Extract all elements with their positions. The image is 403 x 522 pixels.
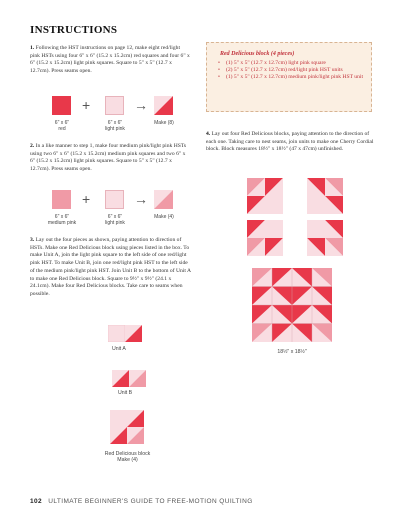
page-footer <box>30 498 253 505</box>
page-heading: INSTRUCTIONS <box>30 24 118 36</box>
red-square-swatch <box>52 96 71 115</box>
red-delicious-caption: Red Delicious block Make (4) <box>104 451 151 463</box>
caption-make-8: Make (8) <box>154 120 174 126</box>
arrow-icon: → <box>134 191 148 207</box>
step-1-number: 1. <box>30 45 35 51</box>
step-4-paragraph <box>206 131 374 154</box>
unit-a-diagram <box>108 325 142 342</box>
box-list <box>218 60 372 82</box>
box-item: • (1) 5" x 5" (12.7 x 12.7cm) light pink square <box>226 60 372 67</box>
cherry-cordial-size-caption: 18½" x 18½" <box>277 349 307 355</box>
cherry-cordial-block-diagram <box>252 268 332 342</box>
hst-red-light-pink-swatch <box>154 96 173 115</box>
book-title: ULTIMATE BEGINNER'S GUIDE TO FREE-MOTION QUILTING <box>48 498 253 505</box>
step-2-number: 2. <box>30 143 35 149</box>
caption-light-pink-square: 6" x 6" light pink <box>105 214 125 226</box>
red-delicious-block-diagram <box>110 410 144 444</box>
hst-medium-pink-light-pink-swatch <box>154 190 173 209</box>
step-3-number: 3. <box>30 237 35 243</box>
step-1-paragraph <box>30 45 190 76</box>
step-4-text: Lay out four Red Delicious blocks, paying attention to the direction of each one. Taking care to nest seams, join units to make one Cherry Cordial block. Block measures 18½" x 18½" (47 x 47cm) unfinished. <box>206 131 374 153</box>
unit-b-label: Unit B <box>118 390 133 396</box>
caption-red-square: 6" x 6" red <box>54 120 70 132</box>
caption-light-pink-square: 6" x 6" light pink <box>105 120 125 132</box>
step-3-text: Lay out the four pieces as shown, paying attention to direction of HSTs. Make one Red Delicious block using pieces listed in the box. To make Unit A, join the light pink square to the left side of one red/light pink HST. To make Unit B, join one red/light pink HST to the left side of the medium pink/light pink HST. Join Unit B to the bottom of Unit A to make one Red Delicious block. Square to 9½" x 9½" (24.1 x 24.1cm). Make four Red Delicious blocks. Take care to seams when possible. <box>30 237 191 297</box>
page-number: 102 <box>30 498 43 505</box>
cherry-cordial-exploded-diagram <box>247 178 343 256</box>
box-item: • (1) 5" x 5" (12.7 x 12.7cm) medium pink/light pink HST unit <box>226 74 372 81</box>
caption-medium-pink-square: 6" x 6" medium pink <box>47 214 77 226</box>
step-2-text: In a like manner to step 1, make four medium pink/light pink HSTs using two 6" x 6" (15.2 x 15.2cm) medium pink squares and two 6" x 6" (15.2 x 15.2cm) light pink squares. Square to 5" x 5" (12.7 x 12.7cm). Press seams open. <box>30 143 187 173</box>
box-title: Red Delicious block (4 pieces) <box>220 51 295 57</box>
light-pink-square-swatch <box>105 96 124 115</box>
medium-pink-square-swatch <box>52 190 71 209</box>
plus-icon: + <box>82 97 91 113</box>
box-item: • (2) 5" x 5" (12.7 x 12.7cm) red/light pink HST units <box>226 67 372 74</box>
plus-icon: + <box>82 191 91 207</box>
step-3-paragraph <box>30 237 192 299</box>
unit-b-diagram <box>112 370 146 387</box>
arrow-icon: → <box>134 97 148 113</box>
unit-a-label: Unit A <box>112 346 126 352</box>
step-2-paragraph <box>30 143 190 174</box>
step-1-text: Following the HST instructions on page 12, make eight red/light pink HSTs using four 6" x 6" (15.2 x 15.2cm) red squares and four 6" x 6" (15.2 x 15.2cm) light pink squares. Square to 5" x 5" (12.7 x 12.7cm). Press seams open. <box>30 45 190 75</box>
light-pink-square-swatch <box>105 190 124 209</box>
step-4-number: 4. <box>206 131 211 137</box>
caption-make-4: Make (4) <box>154 214 174 220</box>
